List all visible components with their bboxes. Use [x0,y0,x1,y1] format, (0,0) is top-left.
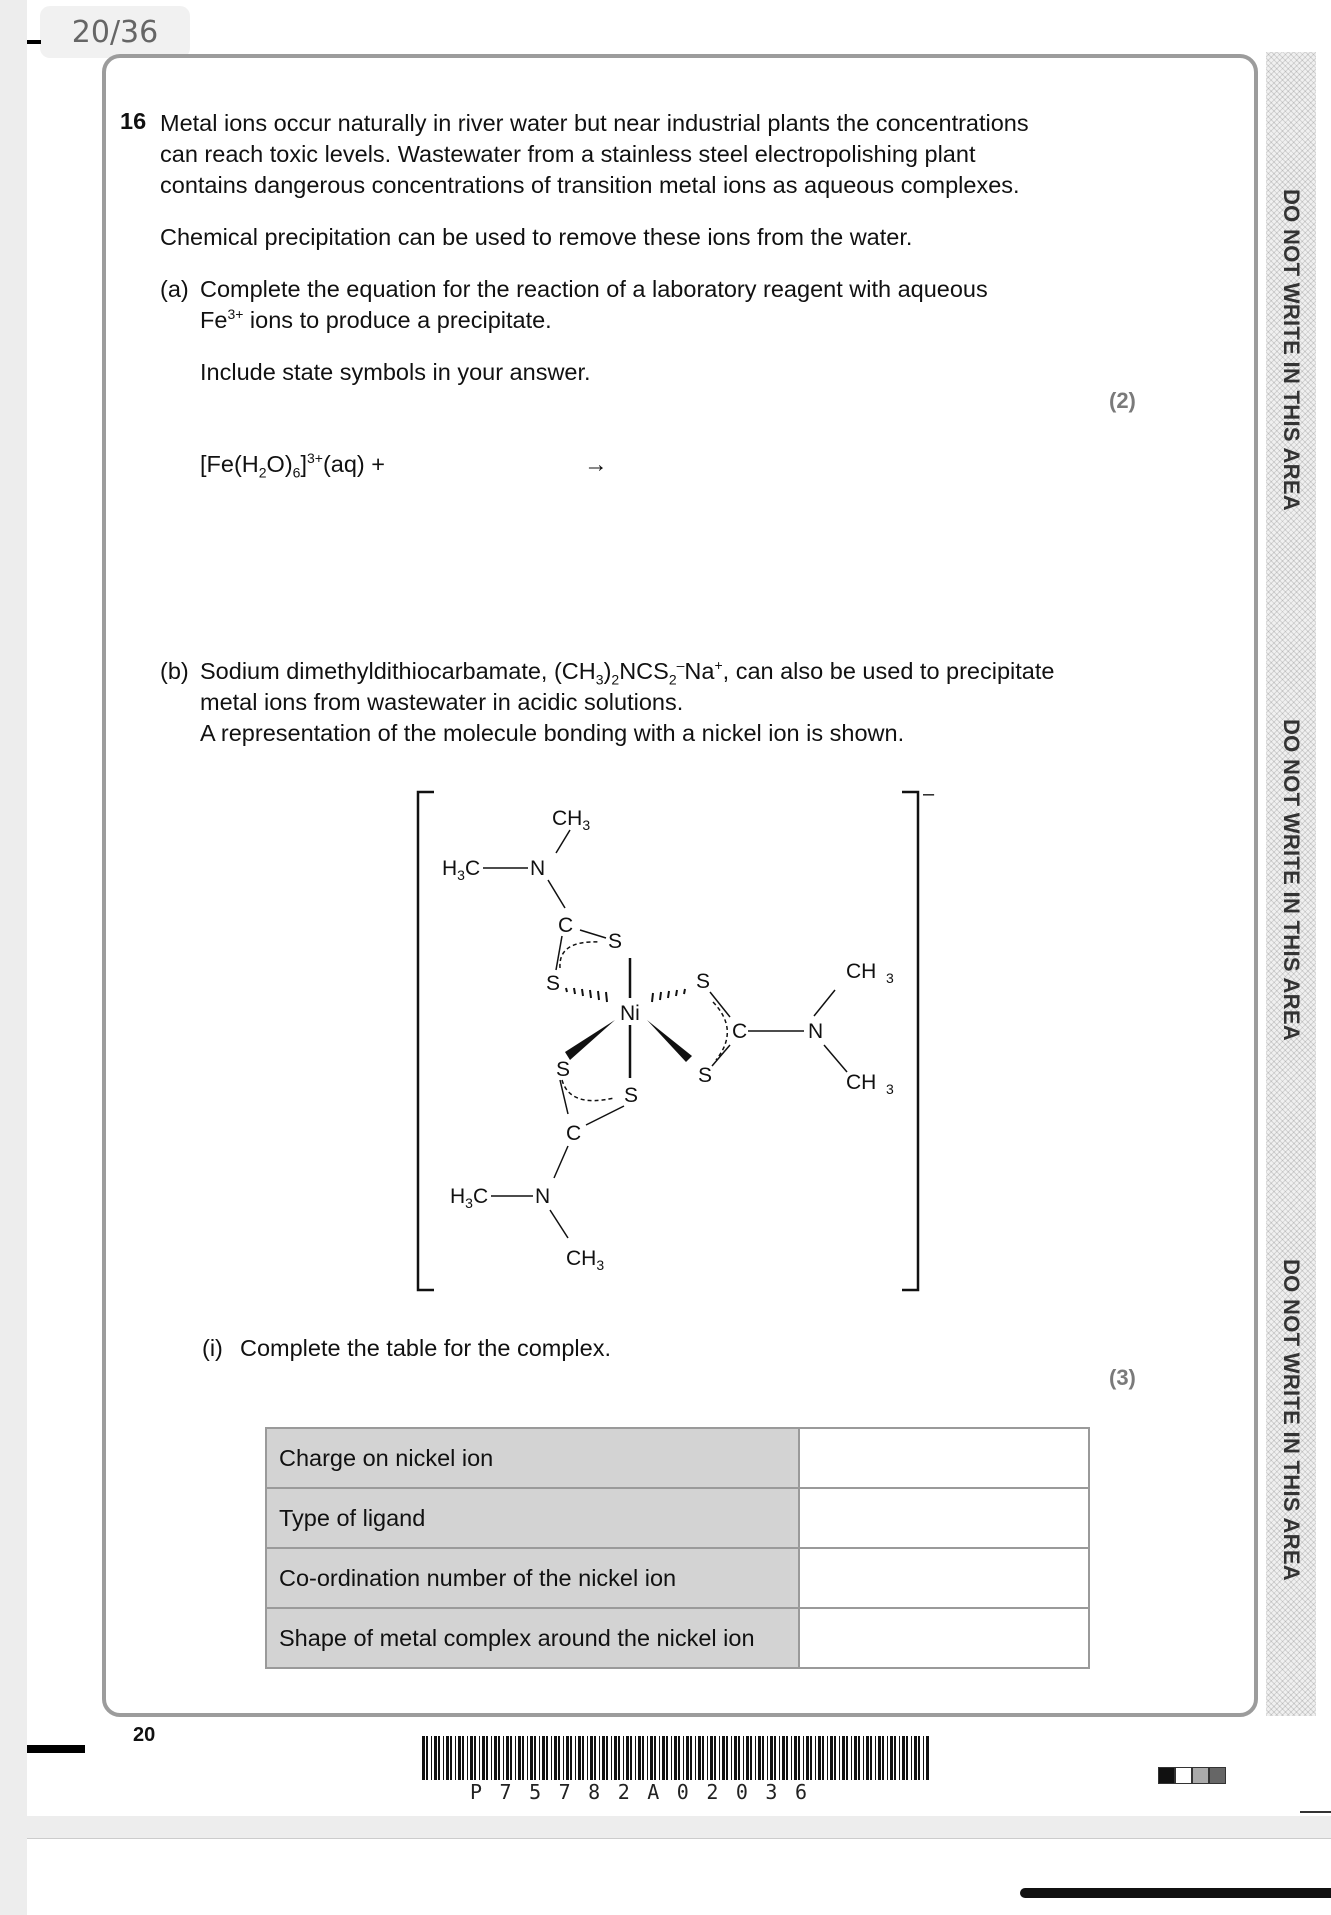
barcode-bar [534,1736,536,1780]
barcode-bar [851,1736,852,1780]
barcode-bar [731,1736,732,1780]
barcode-bar [518,1736,521,1780]
barcode-bar [578,1736,581,1780]
barcode-bar [659,1736,660,1780]
part-b-label: (b) [160,658,189,684]
barcode-bar [558,1736,560,1780]
barcode-bar [882,1736,884,1780]
barcode-bar [650,1736,653,1780]
methyl-right-bottom: CH [846,1071,877,1094]
barcode-bar [710,1736,713,1780]
barcode-bar [551,1736,552,1780]
barcode-bar [458,1736,461,1780]
barcode-bar [818,1736,821,1780]
table-row [266,1608,1089,1668]
barcode-bar [707,1736,708,1780]
barcode-bar [491,1736,492,1780]
carbon-right: C [732,1020,748,1043]
barcode-bar [611,1736,612,1780]
barcode-bar [683,1736,684,1780]
barcode-bar [674,1736,677,1780]
barcode-bar [443,1736,444,1780]
barcode-bar [606,1736,608,1780]
barcode-bar [678,1736,680,1780]
scroll-indicator[interactable] [1020,1888,1331,1898]
barcode-bar [426,1736,428,1780]
barcode-bar [878,1736,881,1780]
barcode-bar [570,1736,572,1780]
methyl-right-top: CH [846,960,877,983]
barcode-bar [830,1736,833,1780]
barcode-bar [902,1736,905,1780]
row-label-coordination: Co-ordination number of the nickel ion [266,1548,799,1608]
answer-cell-shape[interactable] [799,1608,1089,1668]
barcode-bar [482,1736,485,1780]
barcode-bar [890,1736,893,1780]
barcode-bar [866,1736,869,1780]
barcode-bar [462,1736,464,1780]
barcode-bar [798,1736,800,1780]
barcode-bar [834,1736,836,1780]
barcode-bar [638,1736,641,1780]
table-row [266,1548,1089,1608]
barcode-bar [626,1736,629,1780]
barcode-bar [546,1736,548,1780]
barcode-bar [527,1736,528,1780]
answer-cell-ligand[interactable] [799,1488,1089,1548]
barcode-bar [842,1736,845,1780]
svg-text:3: 3 [886,970,894,986]
part-i-label: (i) [202,1335,223,1361]
do-not-write-warning-1: DO NOT WRITE IN THIS AREA [1279,188,1304,512]
part-a-instruction: Include state symbols in your answer. [200,359,591,385]
barcode-bar [714,1736,716,1780]
barcode-bar [815,1736,816,1780]
footer-bar [27,1745,85,1753]
barcode-bar [926,1736,929,1780]
barcode-bar [506,1736,509,1780]
barcode-bar [666,1736,668,1780]
barcode-bar [575,1736,576,1780]
barcode-bar [863,1736,864,1780]
svg-text:3: 3 [886,1081,894,1097]
barcode-bar [470,1736,473,1780]
barcode-bar [887,1736,888,1780]
nitrogen-right: N [808,1020,824,1043]
barcode-bar [719,1736,720,1780]
sulfur-top-left: S [546,972,561,995]
barcode-bar [467,1736,468,1780]
barcode-bar [542,1736,545,1780]
sulfur-right-top: S [696,970,711,993]
barcode-bar [870,1736,872,1780]
page-indicator-squares [1158,1767,1226,1784]
barcode-bar [618,1736,620,1780]
row-label-ligand: Type of ligand [266,1488,799,1548]
barcode-bar [726,1736,728,1780]
nickel-complex-diagram [410,780,950,1300]
barcode-bar [510,1736,512,1780]
barcode-bar [486,1736,488,1780]
next-page-preview [27,1838,1331,1915]
barcode-bar [647,1736,648,1780]
barcode-bar [479,1736,480,1780]
part-a-label: (a) [160,276,189,302]
part-b-line-3: A representation of the molecule bonding with a nickel ion is shown. [200,720,905,746]
barcode-bar [438,1736,440,1780]
barcode-bar [602,1736,605,1780]
sulfur-top-right: S [608,930,623,953]
barcode-bar [503,1736,504,1780]
left-bracket [418,792,434,1290]
barcode-bar [530,1736,533,1780]
page-edge-mark [27,40,41,44]
nitrogen-top: N [530,857,546,880]
answer-cell-coordination[interactable] [799,1548,1089,1608]
barcode [422,1736,930,1780]
page-number: 20 [133,1724,156,1746]
barcode-bar [827,1736,828,1780]
barcode-bar [594,1736,596,1780]
barcode-bar [770,1736,773,1780]
barcode-bar [623,1736,624,1780]
barcode-bar [906,1736,908,1780]
barcode-bar [566,1736,569,1780]
barcode-bar [515,1736,516,1780]
barcode-bar [671,1736,672,1780]
methyl-bottom: $CH_3$ [566,1247,605,1273]
part-b-line-2: metal ions from wastewater in acidic solutions. [200,689,684,715]
barcode-bar [630,1736,632,1780]
barcode-bar [686,1736,689,1780]
barcode-bar [894,1736,896,1780]
barcode-bar [858,1736,860,1780]
barcode-bar [914,1736,917,1780]
methyl-left-bottom: $H_3C$ [450,1185,489,1211]
barcode-bar [494,1736,497,1780]
barcode-bar [899,1736,900,1780]
barcode-bar [654,1736,656,1780]
barcode-bar [738,1736,740,1780]
page-counter: 20/36 [40,6,190,58]
table-row [266,1488,1089,1548]
intro-line-1: Metal ions occur naturally in river water but near industrial plants the concentrations [160,110,1029,136]
do-not-write-warning-2: DO NOT WRITE IN THIS AREA [1279,718,1304,1042]
barcode-bar [767,1736,768,1780]
sulfur-bottom-left: S [556,1058,571,1081]
barcode-bar [695,1736,696,1780]
equation-arrow: → [584,451,608,477]
barcode-bar [722,1736,725,1780]
barcode-bar [791,1736,792,1780]
barcode-bar [590,1736,593,1780]
barcode-bar [779,1736,780,1780]
barcode-bar [635,1736,636,1780]
barcode-bar [662,1736,665,1780]
barcode-bar [563,1736,564,1780]
barcode-bar [822,1736,824,1780]
part-b-line-1: Sodium dimethyldithiocarbamate, $(CH_3)_2NCS_2^-Na^+$, can also be used to precipitate [200,657,1055,688]
barcode-bar [803,1736,804,1780]
barcode-bar [734,1736,737,1780]
barcode-bar [743,1736,744,1780]
barcode-bar [582,1736,584,1780]
barcode-bar [599,1736,600,1780]
carbon-bottom: C [566,1122,582,1145]
equation-reactant: $[Fe(H_2O)_6]^{3+}(aq)$ + [200,450,385,481]
barcode-bar [755,1736,756,1780]
barcode-bar [762,1736,764,1780]
part-a-line-2: $Fe^{3+}$ ions to produce a precipitate. [200,306,552,333]
row-label-shape: Shape of metal complex around the nickel ion [266,1608,799,1668]
complex-table [265,1427,1090,1669]
barcode-bar [539,1736,540,1780]
sulfur-bottom-right: S [624,1084,639,1107]
barcode-bar [810,1736,812,1780]
barcode-bar [846,1736,848,1780]
barcode-bar [587,1736,588,1780]
barcode-bar [434,1736,437,1780]
intro-line-2: can reach toxic levels. Wastewater from a stainless steel electropolishing plant [160,141,976,167]
do-not-write-warning-3: DO NOT WRITE IN THIS AREA [1279,1258,1304,1582]
sulfur-right-bottom: S [698,1064,713,1087]
answer-cell-charge[interactable] [799,1428,1089,1488]
barcode-bar [786,1736,788,1780]
barcode-bar [422,1736,425,1780]
right-bracket [902,792,918,1290]
barcode-bar [498,1736,500,1780]
part-a-marks: (2) [1109,388,1136,413]
barcode-bar [431,1736,432,1780]
intro-line-4: Chemical precipitation can be used to remove these ions from the water. [160,224,913,250]
barcode-bar [806,1736,809,1780]
barcode-bar [911,1736,912,1780]
barcode-bar [758,1736,761,1780]
complex-charge: – [923,783,935,805]
barcode-bar [614,1736,617,1780]
barcode-bar [450,1736,452,1780]
barcode-bar [702,1736,704,1780]
carbon-top: C [558,914,574,937]
barcode-bar [750,1736,752,1780]
barcode-bar [839,1736,840,1780]
barcode-text: P75782A02036 [470,1780,825,1804]
barcode-bar [923,1736,924,1780]
barcode-bar [474,1736,476,1780]
nickel-center: Ni [620,1002,640,1025]
barcode-bar [918,1736,920,1780]
barcode-bar [554,1736,557,1780]
part-a-line-1: Complete the equation for the reaction of a laboratory reagent with aqueous [200,276,988,302]
barcode-bar [746,1736,749,1780]
barcode-bar [455,1736,456,1780]
barcode-bar [642,1736,644,1780]
part-i-text: Complete the table for the complex. [240,1335,611,1361]
barcode-bar [875,1736,876,1780]
row-label-charge: Charge on nickel ion [266,1428,799,1488]
methyl-left-top: $H_3C$ [442,857,481,883]
methyl-top: $CH_3$ [552,807,591,833]
intro-line-3: contains dangerous concentrations of transition metal ions as aqueous complexes. [160,172,1020,198]
barcode-bar [690,1736,692,1780]
page-edge-mark-right [1300,1811,1331,1813]
part-i-marks: (3) [1109,1365,1136,1390]
question-number: 16 [120,108,147,134]
barcode-bar [794,1736,797,1780]
barcode-bar [782,1736,785,1780]
barcode-bar [522,1736,524,1780]
barcode-bar [854,1736,857,1780]
barcode-bar [698,1736,701,1780]
table-row [266,1428,1089,1488]
barcode-bar [446,1736,449,1780]
barcode-bar [774,1736,776,1780]
nitrogen-bottom: N [535,1185,551,1208]
